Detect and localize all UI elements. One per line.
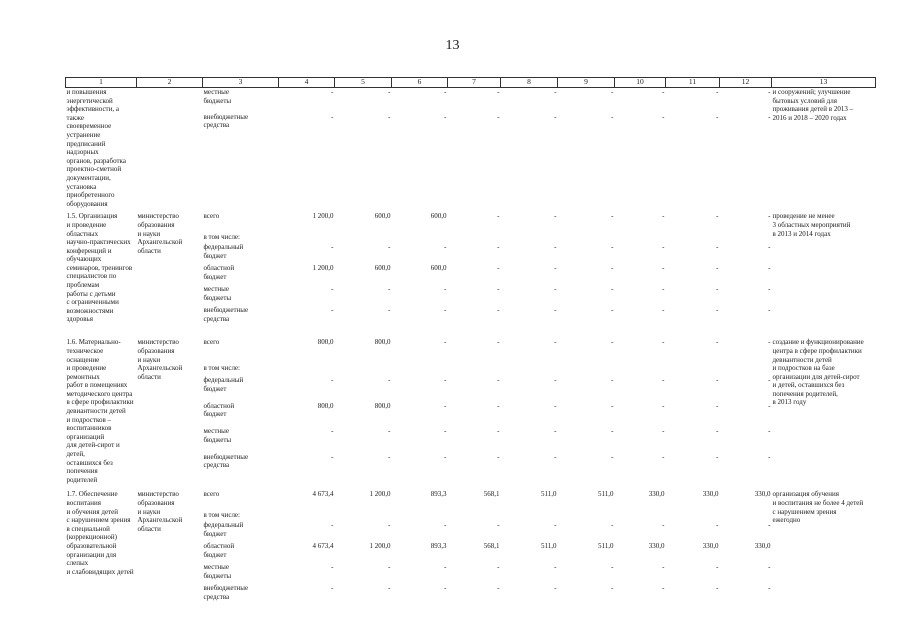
- amount-cell: -: [331, 306, 334, 315]
- amount-cell: -: [444, 285, 447, 294]
- amount-cell: -: [388, 285, 391, 294]
- amount-cell: -: [554, 521, 557, 530]
- amount-cell: -: [497, 584, 500, 593]
- amount-cell: -: [554, 338, 557, 347]
- amount-cell: -: [497, 243, 500, 252]
- amount-cell: 511,0: [541, 542, 557, 551]
- column-header: 1: [66, 78, 137, 88]
- amount-cell: -: [611, 264, 614, 273]
- amount-cell: [666, 364, 720, 376]
- amount-cell: -: [611, 88, 614, 96]
- amount-cell: -: [497, 264, 500, 273]
- amount-cell: -: [554, 212, 557, 221]
- column-header: 11: [666, 78, 720, 88]
- funding-source-label: областной бюджет: [203, 401, 235, 419]
- amount-cell: [279, 233, 335, 243]
- amount-cell: [448, 364, 501, 376]
- amount-cell: -: [768, 285, 771, 294]
- amount-cell: -: [497, 376, 500, 385]
- funding-source-label: федеральный бюджет: [203, 243, 244, 260]
- amount-cell: [448, 233, 501, 243]
- amount-cell: -: [662, 88, 665, 96]
- amount-cell: -: [768, 427, 771, 436]
- amount-cell: -: [554, 563, 557, 572]
- column-header: 8: [501, 78, 558, 88]
- amount-cell: -: [611, 376, 614, 385]
- amount-cell: -: [662, 521, 665, 530]
- amount-cell: -: [611, 427, 614, 436]
- amount-cell: -: [388, 521, 391, 530]
- amount-cell: -: [716, 584, 719, 593]
- funding-source-label: внебюджетные средства: [203, 452, 249, 470]
- amount-cell: 800,0: [374, 401, 391, 410]
- funding-source-label: областной бюджет: [203, 542, 235, 559]
- amount-cell: -: [331, 88, 334, 96]
- amount-cell: -: [444, 563, 447, 572]
- amount-cell: -: [611, 401, 614, 410]
- amount-cell: 4 673,4: [312, 542, 334, 551]
- column-header: 10: [615, 78, 666, 88]
- amount-cell: 330,0: [754, 542, 771, 551]
- table-row: [66, 212, 876, 233]
- amount-cell: -: [388, 427, 391, 436]
- amount-cell: [666, 511, 720, 521]
- amount-cell: -: [662, 264, 665, 273]
- amount-cell: [720, 364, 772, 376]
- amount-cell: [448, 511, 501, 521]
- amount-cell: -: [768, 338, 771, 347]
- amount-cell: -: [611, 285, 614, 294]
- amount-cell: -: [444, 584, 447, 593]
- activity-cell: и повышения энергетической эффективности, а также своевременное устранение предписаний надзорных органов, разработка проектно-сметной документации, установка приобретенного оборудования: [66, 88, 126, 208]
- column-header: 6: [392, 78, 448, 88]
- amount-cell: [720, 511, 772, 521]
- amount-cell: -: [716, 212, 719, 221]
- amount-cell: 568,1: [483, 542, 500, 551]
- amount-cell: -: [388, 243, 391, 252]
- amount-cell: -: [554, 584, 557, 593]
- amount-cell: -: [768, 401, 771, 410]
- amount-cell: -: [554, 427, 557, 436]
- amount-cell: -: [331, 112, 334, 121]
- amount-cell: -: [497, 563, 500, 572]
- funding-source-label: местные бюджеты: [203, 427, 232, 444]
- amount-cell: [392, 364, 448, 376]
- amount-cell: [558, 233, 615, 243]
- amount-cell: 568,1: [483, 490, 500, 499]
- amount-cell: -: [611, 584, 614, 593]
- amount-cell: -: [444, 243, 447, 252]
- amount-cell: -: [611, 212, 614, 221]
- amount-cell: -: [611, 563, 614, 572]
- amount-cell: -: [768, 112, 771, 121]
- amount-cell: [558, 511, 615, 521]
- amount-cell: -: [388, 306, 391, 315]
- amount-cell: -: [554, 306, 557, 315]
- amount-cell: -: [768, 584, 771, 593]
- amount-cell: -: [388, 112, 391, 121]
- amount-cell: 4 673,4: [312, 490, 334, 499]
- amount-cell: 330,0: [754, 490, 771, 499]
- amount-cell: -: [444, 338, 447, 347]
- amount-cell: [615, 364, 666, 376]
- amount-cell: -: [331, 452, 334, 461]
- amount-cell: -: [497, 285, 500, 294]
- amount-cell: -: [716, 306, 719, 315]
- amount-cell: -: [662, 584, 665, 593]
- table-row: [66, 490, 876, 511]
- amount-cell: -: [768, 243, 771, 252]
- amount-cell: -: [716, 88, 719, 96]
- amount-cell: 1 200,0: [312, 264, 334, 273]
- expected-result-cell: организация обучения и воспитания не более 4 детей с нарушением зрения ежегодно: [772, 490, 864, 525]
- amount-cell: 600,0: [430, 212, 447, 221]
- amount-cell: -: [444, 376, 447, 385]
- amount-cell: [279, 364, 335, 376]
- amount-cell: 330,0: [648, 490, 665, 499]
- funding-source-label: местные бюджеты: [203, 563, 232, 580]
- amount-cell: -: [554, 285, 557, 294]
- amount-cell: 330,0: [702, 542, 719, 551]
- amount-cell: 800,0: [374, 338, 391, 347]
- amount-cell: -: [388, 88, 391, 96]
- amount-cell: -: [554, 452, 557, 461]
- amount-cell: -: [662, 401, 665, 410]
- expected-result-cell: и сооружений; улучшение бытовых условий для проживания детей в 2013 – 2016 и 2018 – 2020 годах: [772, 88, 854, 122]
- amount-cell: -: [768, 521, 771, 530]
- amount-cell: -: [331, 584, 334, 593]
- page-number: 13: [445, 38, 460, 53]
- table-row: [66, 338, 876, 364]
- funding-source-label: в том числе:: [203, 511, 240, 520]
- funding-source-label: внебюджетные средства: [203, 306, 249, 323]
- amount-cell: -: [497, 401, 500, 410]
- amount-cell: 330,0: [702, 490, 719, 499]
- amount-cell: -: [662, 376, 665, 385]
- amount-cell: 893,3: [430, 490, 447, 499]
- amount-cell: -: [716, 112, 719, 121]
- executor-cell: министерство образования и науки Архангельской области: [137, 338, 183, 381]
- funding-source-label: местные бюджеты: [203, 285, 232, 302]
- amount-cell: -: [768, 563, 771, 572]
- amount-cell: -: [554, 243, 557, 252]
- amount-cell: -: [716, 376, 719, 385]
- amount-cell: -: [331, 427, 334, 436]
- executor-cell: министерство образования и науки Архангельской области: [137, 212, 183, 255]
- amount-cell: -: [388, 584, 391, 593]
- column-header: 5: [335, 78, 392, 88]
- amount-cell: [501, 233, 558, 243]
- amount-cell: -: [768, 88, 771, 96]
- amount-cell: -: [444, 112, 447, 121]
- column-header: 13: [772, 78, 876, 88]
- amount-cell: 1 200,0: [369, 542, 391, 551]
- amount-cell: [501, 511, 558, 521]
- funding-source-label: областной бюджет: [203, 264, 235, 281]
- amount-cell: -: [662, 427, 665, 436]
- column-header: 2: [137, 78, 203, 88]
- amount-cell: -: [497, 112, 500, 121]
- amount-cell: -: [497, 88, 500, 96]
- amount-cell: -: [611, 452, 614, 461]
- amount-cell: -: [611, 338, 614, 347]
- amount-cell: -: [768, 306, 771, 315]
- column-header: 4: [279, 78, 335, 88]
- expected-result-cell: создание и функционирование центра в сфере профилактики девиантности детей и подростков на базе организации для детей-сирот и детей, оставшихся без попечения родителей, в 2013 году: [772, 338, 864, 407]
- executor-cell: министерство образования и науки Архангельской области: [137, 490, 183, 533]
- amount-cell: -: [716, 452, 719, 461]
- amount-cell: [615, 233, 666, 243]
- amount-cell: -: [662, 452, 665, 461]
- column-header: 9: [558, 78, 615, 88]
- amount-cell: -: [716, 563, 719, 572]
- amount-cell: -: [662, 563, 665, 572]
- amount-cell: -: [497, 212, 500, 221]
- amount-cell: -: [662, 243, 665, 252]
- amount-cell: -: [716, 521, 719, 530]
- amount-cell: -: [497, 521, 500, 530]
- amount-cell: [666, 233, 720, 243]
- funding-source-label: всего: [203, 212, 220, 221]
- amount-cell: [558, 364, 615, 376]
- amount-cell: -: [716, 401, 719, 410]
- amount-cell: -: [662, 285, 665, 294]
- amount-cell: -: [331, 285, 334, 294]
- amount-cell: -: [554, 264, 557, 273]
- amount-cell: -: [716, 338, 719, 347]
- amount-cell: [720, 233, 772, 243]
- amount-cell: 600,0: [374, 264, 391, 273]
- amount-cell: 1 200,0: [369, 490, 391, 499]
- amount-cell: [392, 233, 448, 243]
- amount-cell: -: [611, 243, 614, 252]
- funding-source-label: всего: [203, 338, 220, 347]
- amount-cell: [392, 511, 448, 521]
- amount-cell: -: [662, 306, 665, 315]
- funding-source-label: внебюджетные средства: [203, 112, 249, 130]
- table-body: [66, 88, 876, 611]
- header-row: [66, 78, 876, 88]
- activity-cell: 1.5. Организация и проведение областных научно-практических конференций и обучающих семинаров, тренингов специалистов по проблемам работы с детьми с ограниченными возможностями здоровья: [66, 212, 133, 324]
- amount-cell: [335, 364, 392, 376]
- amount-cell: -: [388, 452, 391, 461]
- amount-cell: [335, 233, 392, 243]
- activity-cell: 1.7. Обеспечение воспитания и обучения детей с нарушением зрения в специальной (коррекционной) образовательной организации для слепых и слабовидящих детей: [66, 490, 134, 576]
- amount-cell: 511,0: [598, 542, 614, 551]
- amount-cell: -: [554, 401, 557, 410]
- amount-cell: -: [331, 243, 334, 252]
- column-header: 3: [203, 78, 279, 88]
- amount-cell: -: [716, 264, 719, 273]
- amount-cell: [279, 511, 335, 521]
- amount-cell: -: [611, 112, 614, 121]
- amount-cell: -: [497, 306, 500, 315]
- executor-cell: [137, 88, 203, 209]
- amount-cell: -: [444, 306, 447, 315]
- column-header: 12: [720, 78, 772, 88]
- funding-source-label: в том числе:: [203, 233, 240, 242]
- amount-cell: 330,0: [648, 542, 665, 551]
- amount-cell: [615, 511, 666, 521]
- activity-cell: 1.6. Материально- техническое оснащение и проведение ремонтных работ в помещениях методического центра в сфере профилактики девиантности детей и подростков – воспитанников организаций для детей-сирот и детей, оставшихся без попечения родителей: [66, 338, 134, 484]
- amount-cell: -: [331, 521, 334, 530]
- amount-cell: 1 200,0: [312, 212, 334, 221]
- budget-table: [65, 77, 876, 610]
- amount-cell: -: [497, 338, 500, 347]
- amount-cell: -: [388, 563, 391, 572]
- amount-cell: -: [662, 338, 665, 347]
- amount-cell: -: [662, 212, 665, 221]
- amount-cell: 511,0: [541, 490, 557, 499]
- amount-cell: -: [611, 521, 614, 530]
- amount-cell: -: [768, 452, 771, 461]
- funding-source-label: местные бюджеты: [203, 88, 232, 105]
- amount-cell: -: [331, 376, 334, 385]
- funding-source-label: федеральный бюджет: [203, 376, 244, 393]
- amount-cell: [501, 364, 558, 376]
- amount-cell: -: [611, 306, 614, 315]
- amount-cell: -: [331, 563, 334, 572]
- funding-source-label: федеральный бюджет: [203, 521, 244, 538]
- funding-source-label: всего: [203, 490, 220, 499]
- amount-cell: 600,0: [430, 264, 447, 273]
- amount-cell: 800,0: [317, 401, 334, 410]
- amount-cell: 600,0: [374, 212, 391, 221]
- amount-cell: 511,0: [598, 490, 614, 499]
- amount-cell: -: [444, 401, 447, 410]
- amount-cell: -: [444, 521, 447, 530]
- amount-cell: -: [388, 376, 391, 385]
- amount-cell: 893,3: [430, 542, 447, 551]
- expected-result-cell: проведение не менее 3 областных мероприятий в 2013 и 2014 годах: [772, 212, 851, 238]
- amount-cell: -: [768, 212, 771, 221]
- amount-cell: -: [768, 264, 771, 273]
- amount-cell: -: [444, 427, 447, 436]
- amount-cell: [335, 511, 392, 521]
- table-row: [66, 88, 876, 113]
- amount-cell: -: [497, 427, 500, 436]
- amount-cell: -: [662, 112, 665, 121]
- amount-cell: -: [716, 427, 719, 436]
- amount-cell: -: [716, 285, 719, 294]
- column-header: 7: [448, 78, 501, 88]
- amount-cell: -: [554, 112, 557, 121]
- amount-cell: -: [768, 376, 771, 385]
- amount-cell: -: [554, 88, 557, 96]
- funding-source-label: в том числе:: [203, 363, 240, 372]
- amount-cell: -: [554, 376, 557, 385]
- amount-cell: -: [716, 243, 719, 252]
- amount-cell: -: [444, 88, 447, 96]
- funding-source-label: внебюджетные средства: [203, 584, 249, 601]
- amount-cell: 800,0: [317, 338, 334, 347]
- amount-cell: -: [444, 452, 447, 461]
- amount-cell: -: [497, 452, 500, 461]
